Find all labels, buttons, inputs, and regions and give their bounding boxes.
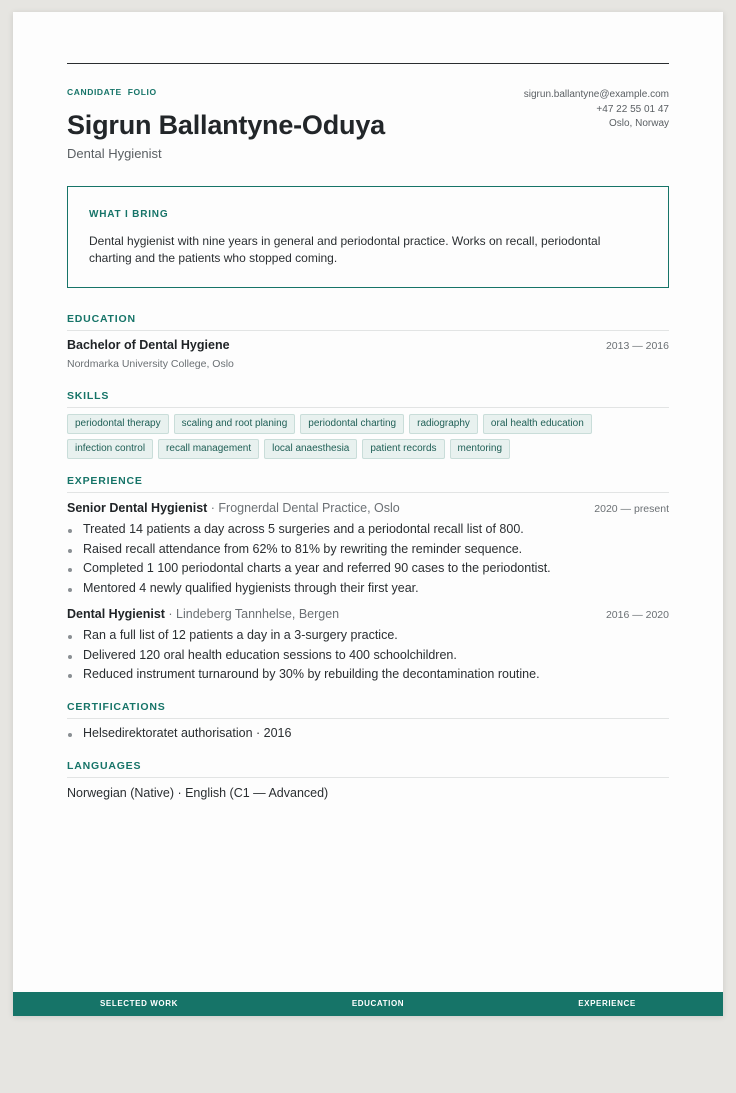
education-heading: EDUCATION <box>67 313 669 331</box>
document-eyebrow: CANDIDATE FOLIO <box>67 87 157 97</box>
footer-nav <box>13 992 723 1016</box>
skill-chip: radiography <box>409 414 478 434</box>
skill-chip: recall management <box>158 439 259 459</box>
skill-chip: local anaesthesia <box>264 439 357 459</box>
list-item: Reduced instrument turnaround by 30% by rebuilding the decontamination routine. <box>67 665 669 685</box>
job-company: · Lindeberg Tannhelse, Bergen <box>164 607 340 621</box>
languages-text: Norwegian (Native) · English (C1 — Advanced) <box>67 786 329 800</box>
skill-chip: scaling and root planing <box>174 414 296 434</box>
contact-phone: +47 22 55 01 47 <box>596 103 669 115</box>
footer-link-education[interactable]: EDUCATION <box>351 999 405 1008</box>
job-company: · Frognerdal Dental Practice, Oslo <box>207 501 400 515</box>
list-item: Ran a full list of 12 patients a day in a 3-surgery practice. <box>67 626 669 646</box>
experience-heading: EXPERIENCE <box>67 475 669 493</box>
footer-link-selected-work[interactable]: SELECTED WORK <box>99 999 179 1008</box>
skills-row <box>67 439 669 459</box>
skill-chip: oral health education <box>483 414 592 434</box>
skills-row <box>67 414 669 434</box>
job-dates: 2016 — 2020 <box>605 609 669 621</box>
list-item: Mentored 4 newly qualified hygienists through their first year. <box>67 579 669 599</box>
summary-box <box>67 186 669 288</box>
skill-chip: infection control <box>67 439 153 459</box>
skill-chip: periodontal charting <box>300 414 404 434</box>
contact-location: Oslo, Norway <box>608 118 669 129</box>
contact-email[interactable]: sigrun.ballantyne@example.com <box>523 89 669 100</box>
list-item: Raised recall attendance from 62% to 81% by rewriting the reminder sequence. <box>67 540 669 560</box>
candidate-name: Sigrun Ballantyne-Oduya <box>67 110 385 140</box>
job-title: Senior Dental Hygienist <box>67 501 208 515</box>
languages-heading: LANGUAGES <box>67 760 669 778</box>
footer-link-experience[interactable]: EXPERIENCE <box>578 999 636 1008</box>
contact-block <box>524 88 669 132</box>
summary-heading: WHAT I BRING <box>89 209 169 220</box>
skill-chip: patient records <box>362 439 444 459</box>
list-item: Treated 14 patients a day across 5 surgeries and a periodontal recall list of 800. <box>67 520 669 540</box>
skill-chip: mentoring <box>450 439 510 459</box>
skill-chip: periodontal therapy <box>67 414 169 434</box>
summary-text: Dental hygienist with nine years in general and periodontal practice. Works on recall, periodontal charting and the patients who stopped coming. <box>89 234 601 265</box>
list-item: Helsedirektoratet authorisation · 2016 <box>67 724 669 744</box>
candidate-role: Dental Hygienist <box>67 146 162 161</box>
job-dates: 2020 — present <box>594 503 669 515</box>
resume-page <box>13 12 723 1016</box>
education-degree: Bachelor of Dental Hygiene <box>67 338 230 352</box>
job-heading <box>67 607 339 621</box>
certifications-list <box>67 724 669 744</box>
education-school: Nordmarka University College, Oslo <box>67 358 234 370</box>
education-dates: 2013 — 2016 <box>605 340 669 352</box>
list-item: Delivered 120 oral health education sessions to 400 schoolchildren. <box>67 646 669 666</box>
top-divider <box>67 63 669 64</box>
job-bullets <box>67 520 669 598</box>
job-heading <box>67 501 400 515</box>
skills-list <box>67 414 669 464</box>
list-item: Completed 1 100 periodontal charts a year and referred 90 cases to the periodontist. <box>67 559 669 579</box>
certifications-heading: CERTIFICATIONS <box>67 701 669 719</box>
job-title: Dental Hygienist <box>67 607 165 621</box>
skills-heading: SKILLS <box>67 390 669 408</box>
job-bullets <box>67 626 669 685</box>
